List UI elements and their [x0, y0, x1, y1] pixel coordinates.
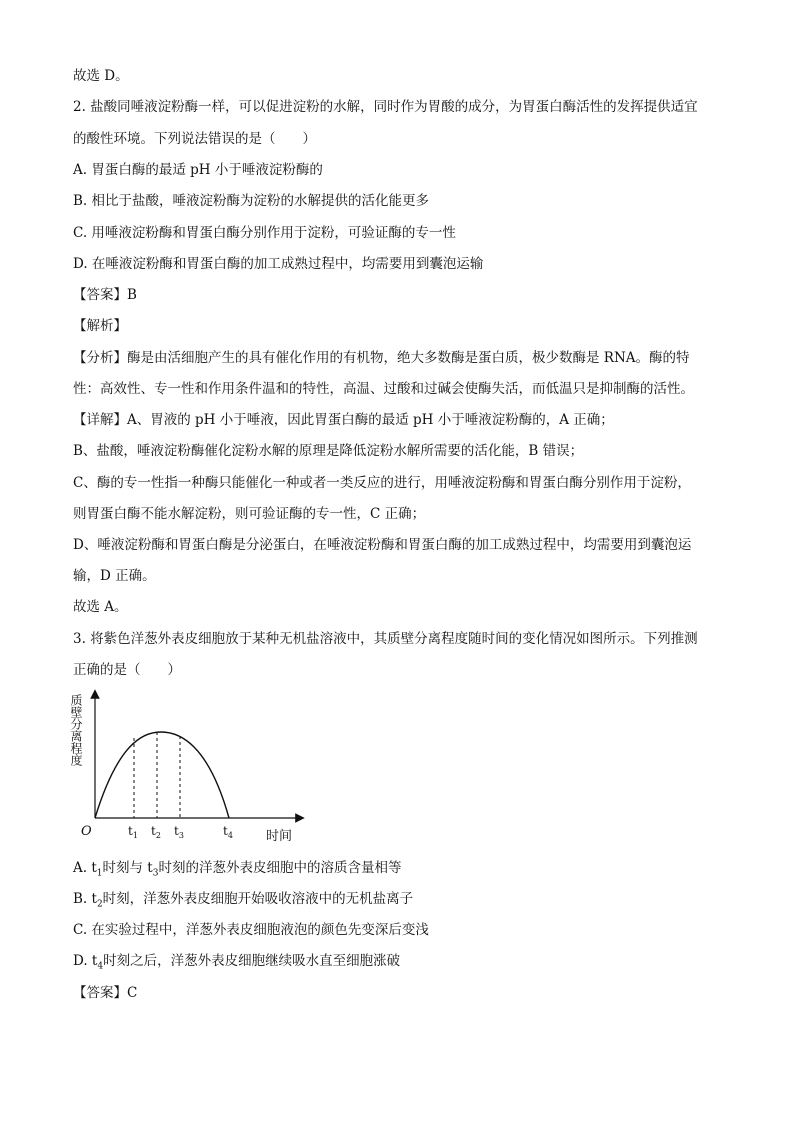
- q2-analysis-line1: 【分析】酶是由活细胞产生的具有催化作用的有机物，绝大多数酶是蛋白质，极少数酶是 RNA。酶的特: [73, 350, 690, 366]
- q2-conclusion: 故选 A。: [73, 599, 128, 615]
- q2-stem-line2: 的酸性环境。下列说法错误的是（ ）: [73, 131, 316, 147]
- q2-detail-line5: D、唾液淀粉酶和胃蛋白酶是分泌蛋白，在唾液淀粉酶和胃蛋白酶的加工成熟过程中，均需要用到囊泡运: [73, 537, 692, 553]
- q2-analysis-line2: 性：高效性、专一性和作用条件温和的特性，高温、过酸和过碱会使酶失活，而低温只是抑制酶的活性。: [73, 381, 694, 397]
- q2-analysis-heading: 【解析】: [73, 318, 127, 334]
- y-axis-label: 质壁分离程度: [69, 694, 83, 766]
- q3-stem-line2: 正确的是（ ）: [73, 662, 181, 678]
- tick-label-t3: $t_3$: [174, 824, 184, 840]
- q2-detail-line1: 【详解】A、胃液的 pH 小于唾液，因此胃蛋白酶的最适 pH 小于唾液淀粉酶的，A 正确；: [73, 412, 614, 428]
- q3-option-d: D. $t_4$时刻之后，洋葱外表皮细胞继续吸水直至细胞涨破: [73, 953, 401, 972]
- q2-answer: 【答案】B: [73, 287, 137, 303]
- q3-option-b: B. $t_2$时刻，洋葱外表皮细胞开始吸收溶液中的无机盐离子: [73, 891, 414, 910]
- q2-detail-line3: C、酶的专一性指一种酶只能催化一种或者一类反应的进行，用唾液淀粉酶和胃蛋白酶分别作用于淀粉，: [73, 475, 691, 491]
- q2-stem-line1: 2. 盐酸同唾液淀粉酶一样，可以促进淀粉的水解，同时作为胃酸的成分，为胃蛋白酶活性的发挥提供适宜: [73, 99, 698, 115]
- q2-option-d: D. 在唾液淀粉酶和胃蛋白酶的加工成熟过程中，均需要用到囊泡运输: [73, 256, 484, 272]
- q1-conclusion: 故选 D。: [73, 68, 129, 84]
- q3-option-c: C. 在实验过程中，洋葱外表皮细胞液泡的颜色先变深后变浅: [73, 922, 429, 938]
- q2-option-c: C. 用唾液淀粉酶和胃蛋白酶分别作用于淀粉，可验证酶的专一性: [73, 225, 456, 241]
- q2-option-b: B. 相比于盐酸，唾液淀粉酶为淀粉的水解提供的活化能更多: [73, 193, 430, 209]
- tick-label-t1: $t_1$: [128, 824, 138, 840]
- plasmolysis-curve: [95, 732, 229, 818]
- q2-option-a: A. 胃蛋白酶的最适 pH 小于唾液淀粉酶的: [73, 162, 323, 178]
- plasmolysis-graph: [68, 688, 308, 848]
- q2-detail-line2: B、盐酸，唾液淀粉酶催化淀粉水解的原理是降低淀粉水解所需要的活化能，B 错误；: [73, 443, 584, 459]
- q2-detail-line4: 则胃蛋白酶不能水解淀粉，则可验证酶的专一性，C 正确；: [73, 506, 426, 522]
- q3-option-a: A. $t_1$时刻与 $t_3$时刻的洋葱外表皮细胞中的溶质含量相等: [73, 860, 402, 879]
- x-axis-label: 时间: [266, 829, 293, 844]
- q2-detail-line6: 输，D 正确。: [73, 568, 156, 584]
- origin-label: O: [81, 824, 92, 839]
- q3-stem-line1: 3. 将紫色洋葱外表皮细胞放于某种无机盐溶液中，其质壁分离程度随时间的变化情况如图所示。下列推测: [73, 631, 698, 647]
- tick-label-t4: $t_4$: [223, 824, 233, 840]
- q3-answer: 【答案】C: [73, 985, 138, 1001]
- tick-label-t2: $t_2$: [151, 824, 161, 840]
